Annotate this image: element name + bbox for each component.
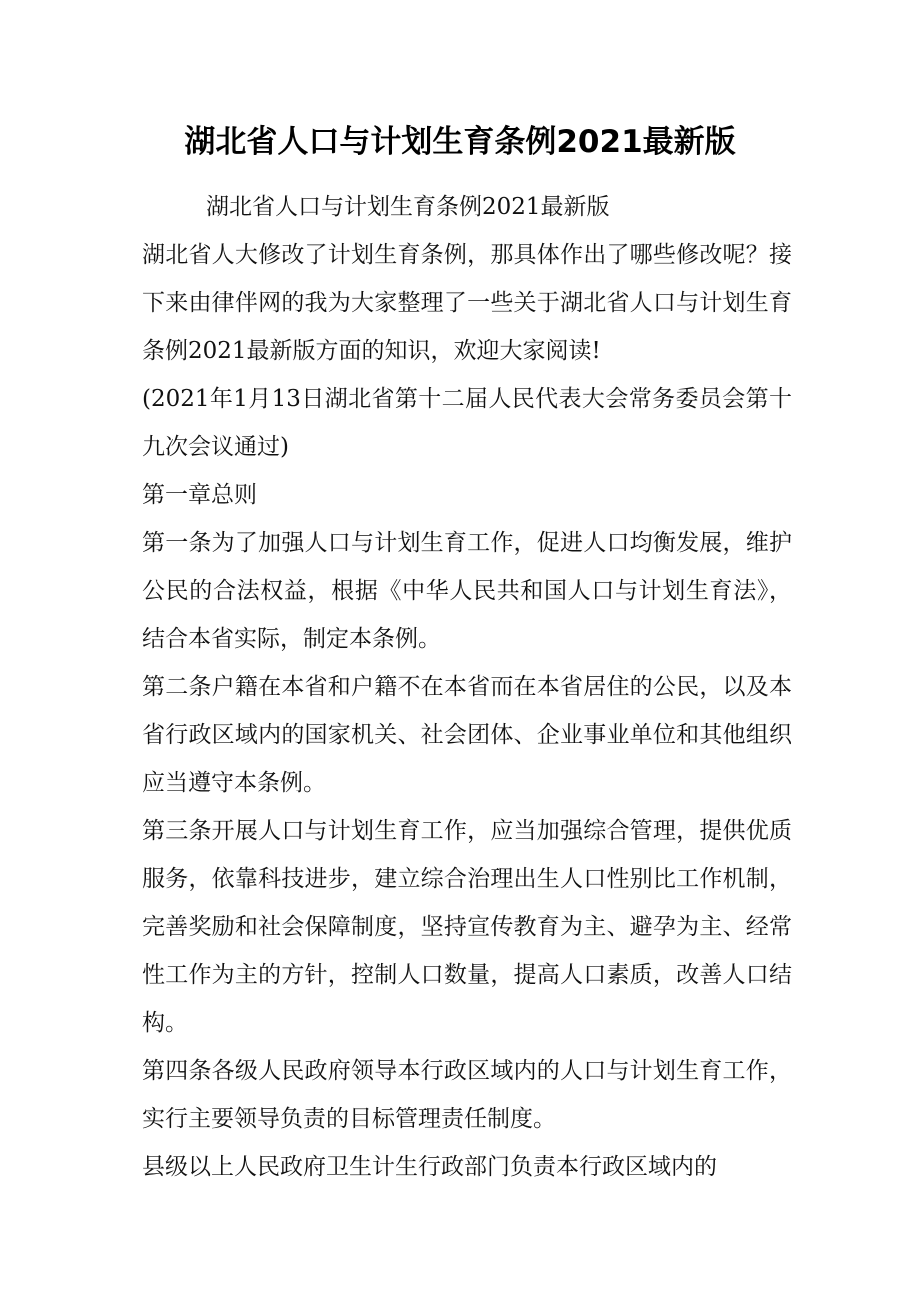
document-body xyxy=(142,183,792,1191)
paragraph-subtitle: 湖北省人口与计划生育条例2021最新版 xyxy=(206,194,610,220)
article-4: 第四条各级人民政府领导本行政区域内的人口与计划生育工作，实行主要领导负责的目标管理责任制度。 xyxy=(142,1058,792,1132)
article-3: 第三条开展人口与计划生育工作，应当加强综合管理，提供优质服务，依靠科技进步，建立综合治理出生人口性别比工作机制，完善奖励和社会保障制度，坚持宣传教育为主、避孕为主、经常性工作为主的方针，控制人口数量，提高人口素质，改善人口结构。 xyxy=(142,818,792,1036)
paragraph-intro: 湖北省人大修改了计划生育条例，那具体作出了哪些修改呢？接下来由律伴网的我为大家整理了一些关于湖北省人口与计划生育条例2021最新版方面的知识，欢迎大家阅读! xyxy=(142,242,792,364)
paragraph-adoption-note: (2021年1月13日湖北省第十二届人民代表大会常务委员会第十九次会议通过) xyxy=(142,386,792,460)
article-4-continued: 县级以上人民政府卫生计生行政部门负责本行政区域内的 xyxy=(142,1154,717,1180)
article-1: 第一条为了加强人口与计划生育工作，促进人口均衡发展，维护公民的合法权益，根据《中华人民共和国人口与计划生育法》，结合本省实际，制定本条例。 xyxy=(142,530,792,652)
chapter-heading: 第一章总则 xyxy=(142,482,257,508)
document-title: 湖北省人口与计划生育条例2021最新版 xyxy=(184,124,736,160)
article-2: 第二条户籍在本省和户籍不在本省而在本省居住的公民，以及本省行政区域内的国家机关、社会团体、企业事业单位和其他组织应当遵守本条例。 xyxy=(142,674,792,796)
